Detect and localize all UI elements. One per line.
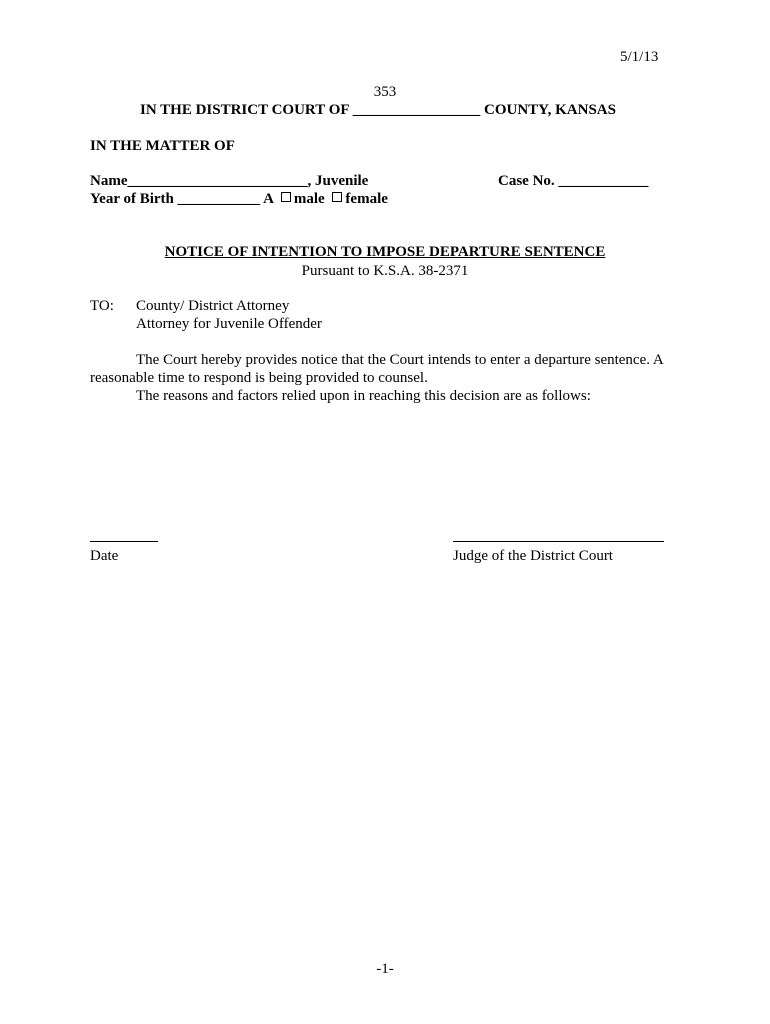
judge-signature-line[interactable] — [453, 541, 664, 542]
matter-label: IN THE MATTER OF — [90, 138, 235, 154]
body-line: The reasons and factors relied upon in reaching this decision are as follows: — [136, 388, 591, 404]
court-heading-left: IN THE DISTRICT COURT OF — [140, 102, 349, 118]
body-line: reasonable time to respond is being provided to counsel. — [90, 370, 428, 386]
juvenile-label: , Juvenile — [307, 173, 369, 189]
date-label: Date — [90, 548, 119, 564]
body-line: The Court hereby provides notice that the Court intends to enter a departure sentence. A — [136, 352, 664, 368]
yob-field[interactable]: ___________ — [177, 191, 261, 207]
to-label: TO: — [90, 298, 114, 314]
name-field[interactable]: ________________________ — [127, 173, 308, 189]
a-label: A — [263, 191, 274, 207]
form-number: 353 — [373, 84, 397, 100]
female-label: female — [345, 191, 388, 207]
female-checkbox[interactable] — [332, 192, 342, 202]
court-heading — [140, 101, 616, 119]
notice-subtitle: Pursuant to K.S.A. 38-2371 — [301, 263, 469, 279]
yob-label: Year of Birth — [90, 191, 174, 207]
form-date: 5/1/13 — [620, 49, 659, 65]
male-checkbox[interactable] — [281, 192, 291, 202]
yob-row — [90, 190, 388, 208]
case-label: Case No. — [498, 173, 555, 189]
recipient-item: County/ District Attorney — [136, 298, 290, 314]
case-row — [498, 172, 648, 190]
court-heading-right: COUNTY, KANSAS — [483, 102, 616, 118]
male-label: male — [293, 191, 325, 207]
judge-label: Judge of the District Court — [453, 548, 613, 564]
date-signature-line[interactable] — [90, 541, 158, 542]
county-field[interactable]: _________________ — [352, 102, 481, 118]
notice-title: NOTICE OF INTENTION TO IMPOSE DEPARTURE SENTENCE — [164, 244, 606, 260]
recipient-item: Attorney for Juvenile Offender — [136, 316, 322, 332]
name-row — [90, 172, 368, 190]
name-label: Name — [90, 173, 128, 189]
page-number: -1- — [376, 961, 394, 977]
case-number-field[interactable]: ____________ — [558, 173, 649, 189]
